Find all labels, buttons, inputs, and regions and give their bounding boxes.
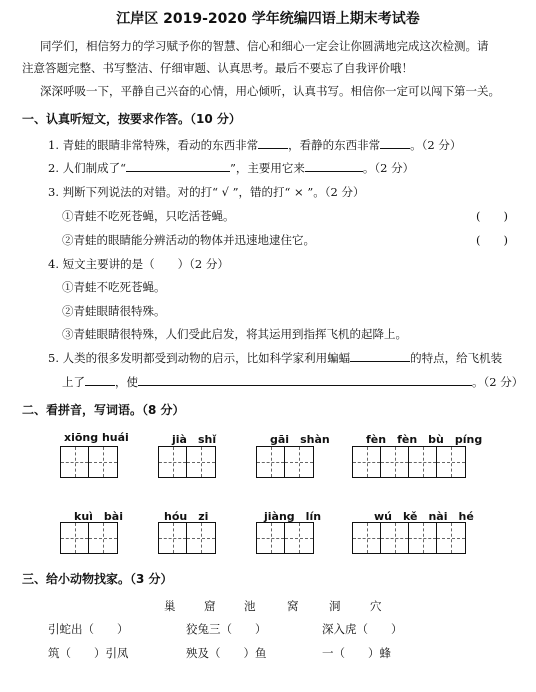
question-2 [48, 160, 414, 176]
intro-line-2: 注意答题完整、书写整洁、仔细审题、认真思考。最后不要忘了自我评价哦！ [22, 61, 413, 75]
question-4-option-2: ②青蛙眼睛很特殊。 [62, 304, 166, 318]
word-option: 巢 [164, 599, 176, 613]
question-1-text-a: 1. 青蛙的眼睛非常特殊，看动的东西非常 [48, 138, 259, 152]
pinyin-label: hóu zi [164, 510, 209, 523]
question-3-statement-2: ②青蛙的眼睛能分辨活动的物体并迅速地逮住它。 [62, 233, 315, 247]
pinyin-label: jiàng lín [264, 510, 322, 523]
pinyin-label: xiōng huái [64, 431, 129, 444]
question-4-option-3: ③青蛙眼睛很特殊，人们受此启发，将其运用到指挥飞机的起降上。 [62, 327, 407, 341]
idiom-item[interactable]: 深入虎（ ） [322, 622, 403, 636]
answer-blank[interactable] [258, 137, 288, 149]
question-4: 4. 短文主要讲的是（ ）（2 分） [48, 257, 229, 271]
word-option: 池 [244, 599, 256, 613]
idiom-item[interactable]: 殃及（ ）鱼 [186, 646, 267, 660]
page-title: 江岸区 2019-2020 学年统编四语上期末考试卷 [116, 11, 420, 27]
writing-grid[interactable] [256, 522, 314, 554]
writing-grid[interactable] [352, 446, 466, 478]
answer-blank[interactable] [126, 160, 230, 172]
question-2-text-b: ”，主要用它来 [230, 161, 305, 175]
writing-grid[interactable] [60, 446, 118, 478]
question-5-text-c: 上了 [62, 375, 85, 389]
intro-line-3: 深深呼吸一下，平静自己兴奋的心情，用心倾听，认真书写。相信你一定可以闯下第一关。 [40, 84, 500, 98]
section-1-heading: 一、认真听短文，按要求作答。（10 分） [22, 112, 241, 126]
word-option: 洞 [329, 599, 341, 613]
question-1 [48, 137, 461, 153]
pinyin-label: wú kě nài hé [374, 510, 474, 523]
idiom-item[interactable]: 狡兔三（ ） [186, 622, 267, 636]
intro-line-1: 同学们，相信努力的学习赋予你的智慧、信心和细心一定会让你圆满地完成这次检测。请 [40, 39, 489, 53]
answer-blank[interactable] [380, 137, 410, 149]
pinyin-label: gāi shàn [270, 433, 330, 446]
question-5-line-1 [48, 350, 502, 366]
question-5-text-b: 的特点，给飞机装 [410, 351, 503, 365]
question-1-text-b: ，看静的东西非常 [288, 138, 381, 152]
word-option: 窟 [204, 599, 216, 613]
question-3-statement-1: ①青蛙不吃死苍蝇，只吃活苍蝇。 [62, 209, 235, 223]
answer-blank[interactable] [138, 374, 472, 386]
question-3: 3. 判断下列说法的对错。对的打“ √ ”，错的打“ × ”。（2 分） [48, 185, 365, 199]
answer-paren[interactable]: ( ) [476, 209, 508, 223]
word-option: 窝 [287, 599, 299, 613]
section-3-heading: 三、给小动物找家。（3 分） [22, 572, 173, 586]
question-5-line-2 [62, 374, 523, 390]
writing-grid[interactable] [256, 446, 314, 478]
question-5-text-e: 。（2 分） [472, 375, 524, 389]
question-1-text-c: 。（2 分） [410, 138, 462, 152]
writing-grid[interactable] [60, 522, 118, 554]
question-2-text-a: 2. 人们制成了“ [48, 161, 127, 175]
question-2-text-c: 。（2 分） [362, 161, 415, 175]
idiom-item[interactable]: 一（ ）蜂 [322, 646, 391, 660]
question-5-text-a: 5. 人类的很多发明都受到动物的启示，比如科学家利用蝙蝠 [48, 351, 351, 365]
pinyin-label: jià shǐ [172, 433, 217, 446]
writing-grid[interactable] [158, 522, 216, 554]
writing-grid[interactable] [352, 522, 466, 554]
pinyin-label: fèn fèn bù píng [366, 433, 483, 446]
idiom-item[interactable]: 引蛇出（ ） [48, 622, 129, 636]
pinyin-label: kuì bài [74, 510, 123, 523]
answer-blank[interactable] [305, 160, 363, 172]
answer-paren[interactable]: ( ) [476, 233, 508, 247]
question-4-option-1: ①青蛙不吃死苍蝇。 [62, 280, 166, 294]
writing-grid[interactable] [158, 446, 216, 478]
answer-blank[interactable] [350, 350, 410, 362]
word-option: 穴 [370, 599, 382, 613]
idiom-item[interactable]: 筑（ ）引凤 [48, 646, 129, 660]
question-5-text-d: ，使 [115, 375, 138, 389]
answer-blank[interactable] [85, 374, 115, 386]
section-2-heading: 二、看拼音，写词语。（8 分） [22, 403, 185, 417]
